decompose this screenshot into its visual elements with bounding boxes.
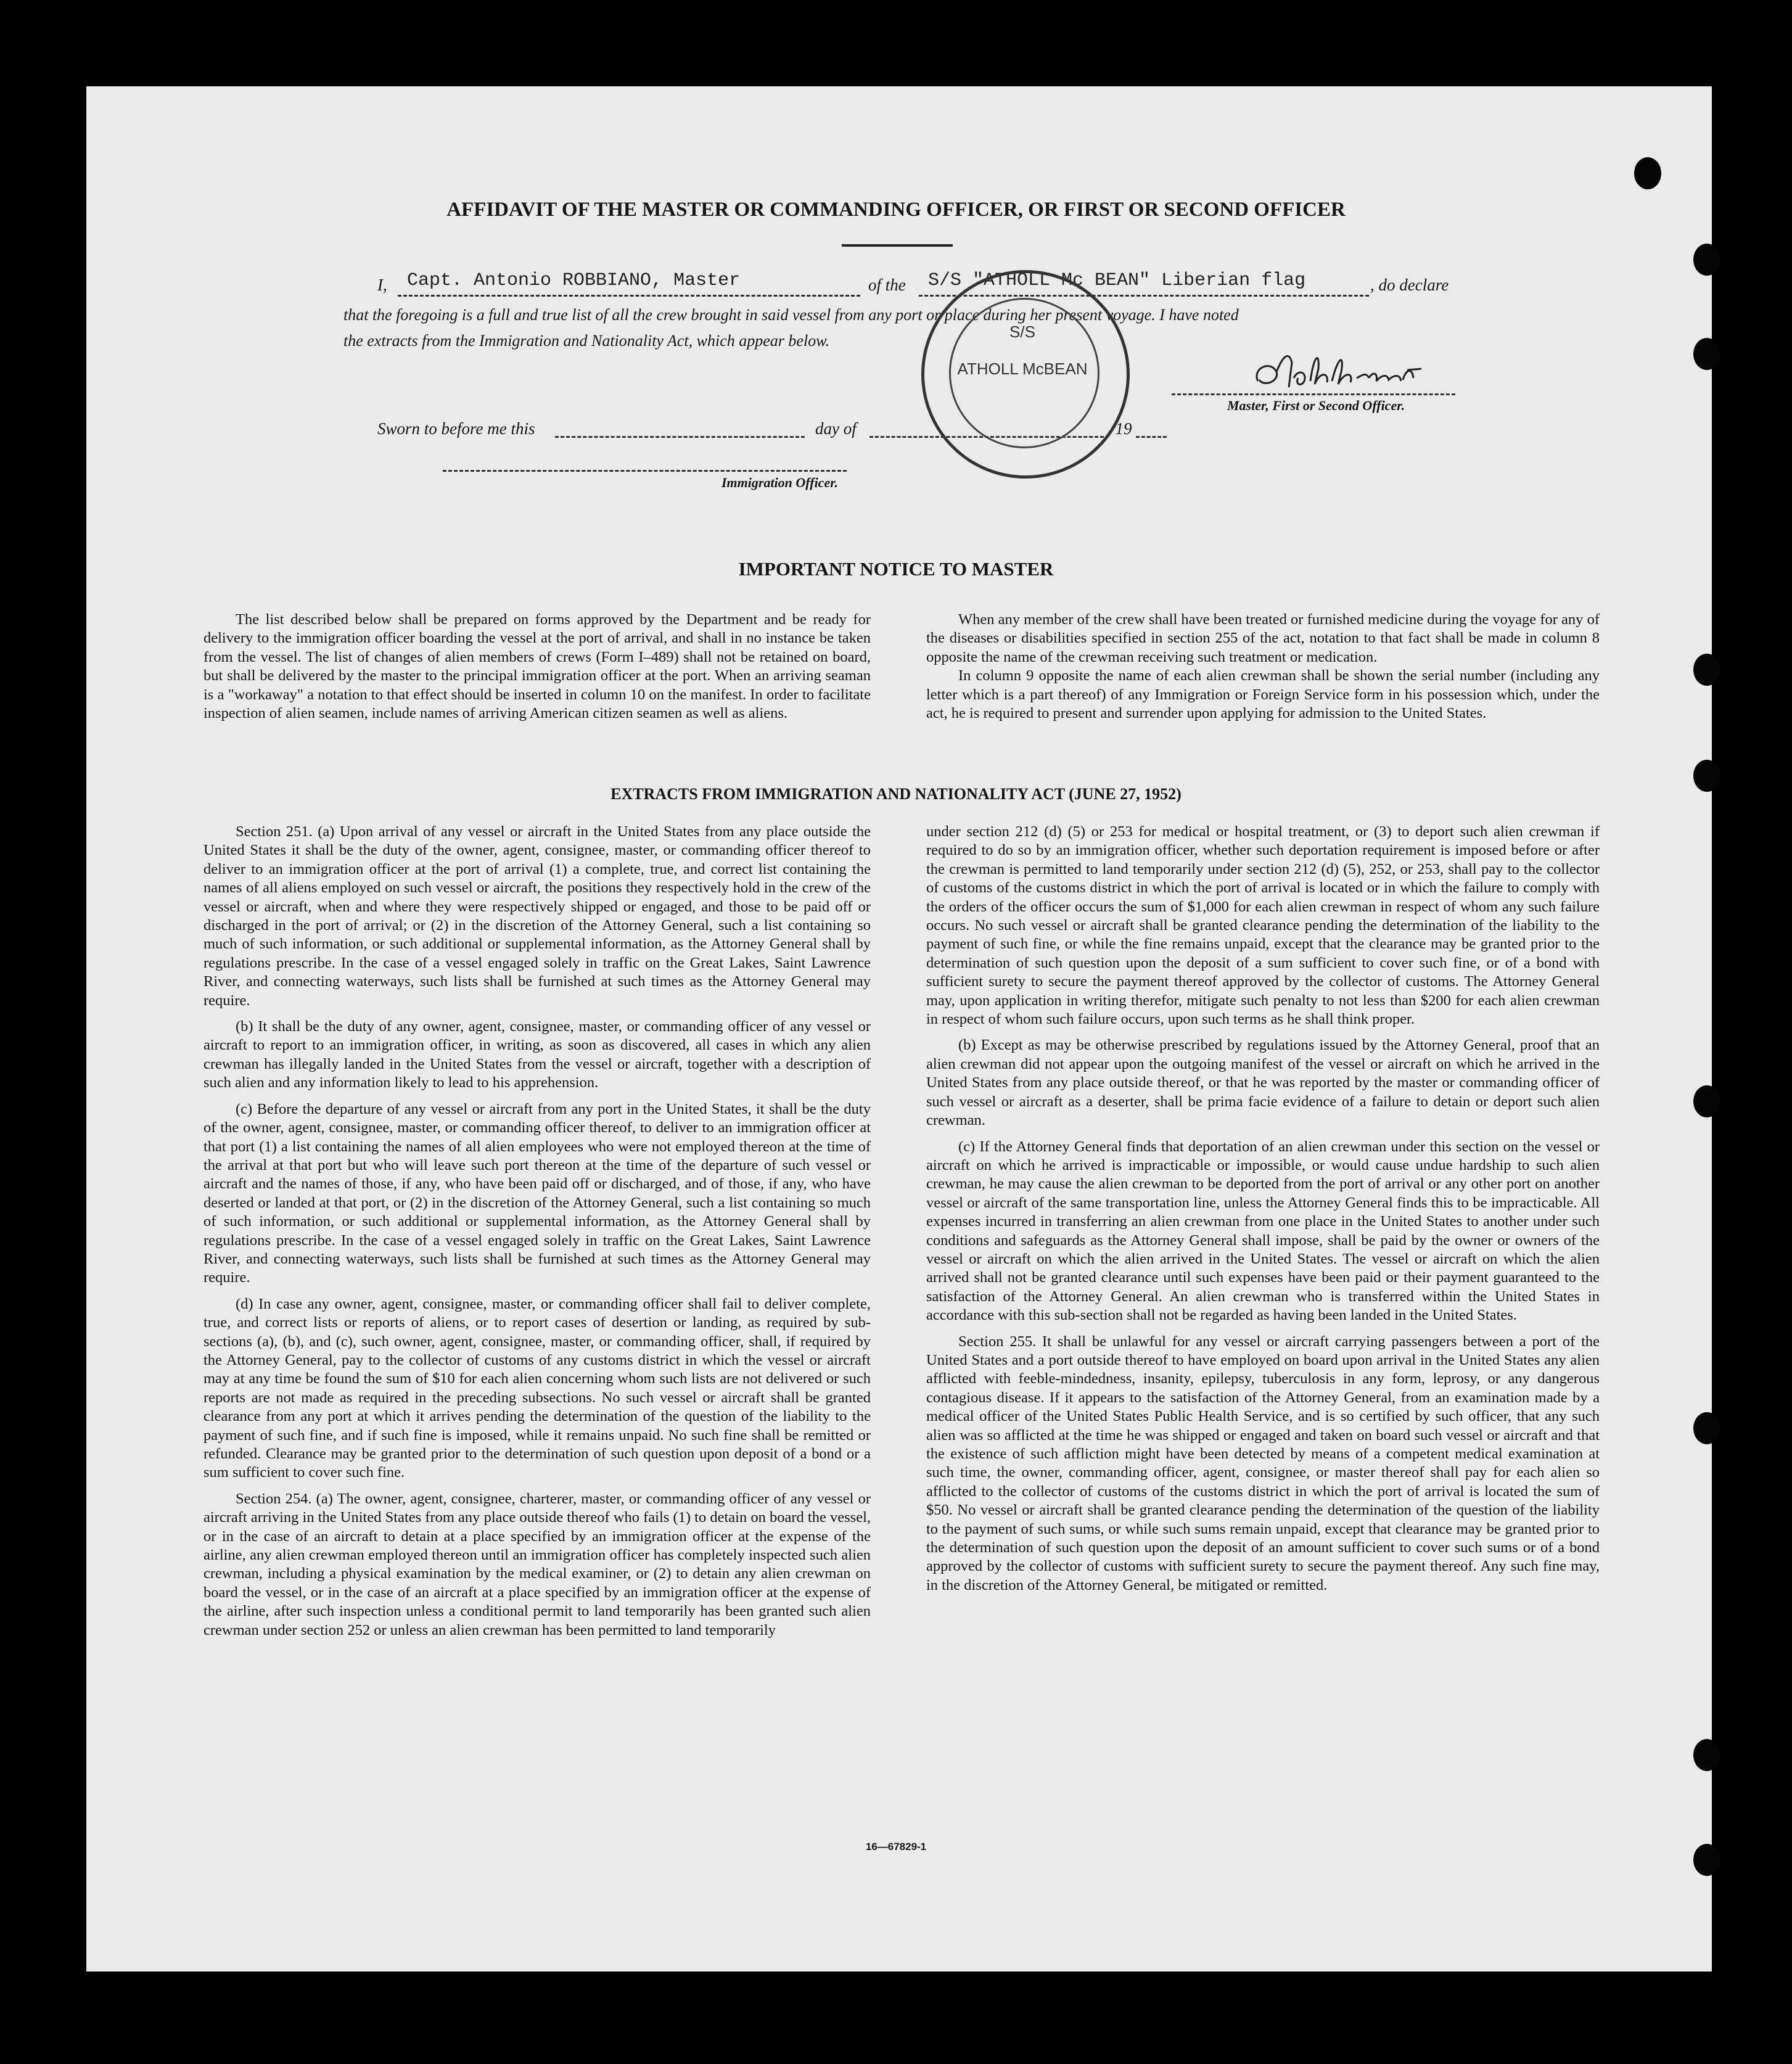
punch-hole (1693, 1085, 1720, 1117)
stamp-line-1: S/S (1009, 323, 1035, 341)
signature-line (1172, 393, 1455, 395)
section-255: Section 255. It shall be unlawful for any vessel or aircraft carrying passengers between a port of the United States and a port outside thereof to have employed on board upon arrival in the United States any alien afflicted with feeble-mindedness, insanity, epilepsy, tuberculosis in any form, leprosy, or any dangerous contagious disease. If it appears to the satisfaction of the Attorney General, from an examination made by a medical officer of the United States Public Health Service, and is so certified by such officer, that any such alien was so afflicted at the time he was shipped or engaged and taken on board such vessel or aircraft and that the existence of such affliction might have been detected by means of a competent medical examination at such time, the owner, commanding officer, agent, consignee, or master thereof shall pay for each alien so afflicted to the collector of customs of the customs district in which the port of arrival is located the sum of $50. No vessel or aircraft shall be granted clearance pending the determination of the question of the liability to the payment of such sums, or while such sums remain unpaid, except that clearance may be granted prior to the determination of such question upon the deposit of an amount sufficient to cover such sums or of a bond approved by the collector of customs with sufficient surety to secure the payment thereof. Any such fine may, in the discretion of the Attorney General, be mitigated or remitted. (926, 1333, 1600, 1593)
immigration-officer-line (443, 470, 847, 472)
vessel-name-field: S/S "ATHOLL Mc BEAN" Liberian flag (928, 270, 1306, 291)
signature-caption: Master, First or Second Officer. (1227, 398, 1405, 413)
extracts-right-column (926, 823, 1600, 1595)
section-254-a: Section 254. (a) The owner, agent, consignee, charterer, master, or commanding officer of any vessel or aircraft arriving in the United States from any place outside thereof who fails (1) to detain on board the vessel, or in the case of an aircraft to detain at a place specified by an immigration officer at the expense of the airline, any alien crewman employed thereon until an immigration officer has completely inspected such alien crewman, including a physical examination by the medical examiner, or (2) to detain any alien crewman on board the vessel, or in the case of an aircraft at a place specified by an immigration officer at the expense of the airline, after such inspection unless a conditional permit to land temporarily has been granted such alien crewman under section 252 or unless an alien crewman has been permitted to land temporarily (203, 1490, 871, 1638)
punch-hole (1693, 244, 1720, 276)
title-rule (842, 244, 953, 247)
punch-hole (1693, 1412, 1720, 1444)
of-the-label: of the (868, 276, 906, 294)
notice-right-paragraph-2: In column 9 opposite the name of each alien crewman shall be shown the serial number (including any letter which is a part thereof) of any Immigration or Foreign Service form in his possession which, under the act, he is required to present and surrender upon applying for admission to the United States. (926, 667, 1600, 722)
notice-title: IMPORTANT NOTICE TO MASTER (738, 558, 1054, 580)
stamp-line-2: ATHOLL McBEAN (957, 360, 1088, 378)
affidavit-title: AFFIDAVIT OF THE MASTER OR COMMANDING OFFICER, OR FIRST OR SECOND OFFICER (446, 199, 1346, 221)
section-251-b: (b) It shall be the duty of any owner, agent, consignee, master, or commanding officer of any vessel or aircraft to report to an immigration officer, in writing, as soon as discovered, all cases in which any alien crewman has illegally landed in the United States from the vessel or aircraft, together with a description of such alien and any information likely to lead to his apprehension. (203, 1018, 871, 1092)
section-251-c: (c) Before the departure of any vessel or aircraft from any port in the United States, it shall be the duty of the owner, agent, consignee, master, or commanding officer thereof, to deliver to an immigration officer at that port (1) a list containing the names of all alien employees who were not employed thereon at the time of the arrival at that port but who will leave such port thereon at the time of the departure of such vessel or aircraft and the names of those, if any, who have been paid off or discharged, and of those, if any, who have deserted or landed at that port, or (2) in the discretion of the Attorney General, such a list containing so much of such information, or such additional or supplemental information, as the Attorney General shall by regulations prescribe. In the case of a vessel engaged solely in traffic on the Great Lakes, Saint Lawrence River, and connecting waterways, such lists shall be furnished at such times as the Attorney General may require. (203, 1100, 871, 1286)
year-line (1136, 436, 1167, 438)
punch-hole (1693, 1739, 1720, 1771)
sworn-date-line (555, 436, 805, 438)
section-254-c: (c) If the Attorney General finds that deportation of an alien crewman under this section on the vessel or aircraft on which he arrived is impracticable or impossible, or would cause undue hardship to such alien crewman, he may cause the alien crewman to be deported from the port of arrival or any other port on another vessel or aircraft of the same transportation line, unless the Attorney General finds this to be impracticable. All expenses incurred in transferring an alien crewman from one place in the United States to another under such conditions and safeguards as the Attorney General shall impose, shall be paid by the owner or owners of the vessel or aircraft on which the alien arrived in the United States. The vessel or aircraft on which the alien arrived shall not be granted clearance until such expenses have been paid or their payment guaranteed to the satisfaction of the Attorney General. An alien crewman who is transferred within the United States in accordance with this sub-section shall not be regarded as having been landed in the United States. (926, 1138, 1600, 1324)
master-name-field: Capt. Antonio ROBBIANO, Master (407, 270, 741, 291)
notice-right-column (926, 611, 1600, 723)
declaration-line-3: the extracts from the Immigration and Nationality Act, which appear below. (343, 332, 830, 350)
extracts-left-column (203, 823, 871, 1640)
master-name-line (398, 295, 860, 297)
notice-right-paragraph-1: When any member of the crew shall have been treated or furnished medicine during the voyage for any of the diseases or disabilities specified in section 255 of the act, notation to that fact shall be made in column 8 opposite the name of the crewman receiving such treatment or medication. (926, 611, 1600, 665)
notice-left-column (203, 611, 871, 723)
i-label: I, (377, 276, 387, 294)
notice-left-paragraph: The list described below shall be prepared on forms approved by the Department and be ready for delivery to the immigration officer boarding the vessel at the port of arrival, and shall in no instance be taken from the vessel. The list of changes of alien members of crews (Form I–489) shall not be retained on board, but shall be delivered by the master to the principal immigration officer at the port. When an arriving seaman is a "workaway" a notation to that effect should be inserted in column 10 on the manifest. In order to facilitate inspection of alien seamen, include names of arriving American citizen seamen as well as aliens. (203, 611, 871, 722)
section-251-d: (d) In case any owner, agent, consignee, master, or commanding officer shall fail to deliver complete, true, and correct lists or reports of aliens, or to report cases of desertion or landing, as required by sub-sections (a), (b), and (c), such owner, agent, consignee, master, or commanding officer, shall, if required by the Attorney General, pay to the collector of customs of any customs district in which the vessel or aircraft may at any time be found the sum of $10 for each alien concerning whom such lists are not delivered or such reports are not made as required in the preceding subsections. No such vessel or aircraft shall be granted clearance from any port at which it arrives pending the determination of the question of the liability to the payment of such fine, and if such fine is imposed, while it remains unpaid. No such fine shall be remitted or refunded. Clearance may be granted prior to the determination of such question upon deposit of a bond or a sum sufficient to cover such fine. (203, 1295, 871, 1481)
punch-hole (1693, 654, 1720, 686)
punch-hole (1693, 338, 1720, 370)
section-254-a-continued: under section 212 (d) (5) or 253 for medical or hospital treatment, or (3) to deport such alien crewman if required to do so by an immigration officer, whether such deportation requirement is imposed before or after the crewman is permitted to land temporarily under section 212 (d) (5), 252, or 253, shall pay to the collector of customs of the customs district in which the port of arrival is located or in which the failure to comply with the orders of the officer occurs the sum of $1,000 for each alien crewman in respect of whom any such failure occurs. No such vessel or aircraft shall be granted clearance pending the determination of the liability to the payment of such fine, or while the fine remains unpaid, except that the clearance may be granted prior to the determination of such question upon the deposit of a sum sufficient to cover such fine, or of a bond with sufficient surety to secure the payment thereof approved by the collector of customs. The Attorney General may, upon application in writing therefor, mitigate such penalty to not less than $200 for each alien crewman in respect of whom such failure occurs, upon such terms as he shall think proper. (926, 823, 1600, 1028)
form-number: 16—67829-1 (865, 1841, 927, 1852)
declaration-line-2: that the foregoing is a full and true list of all the crew brought in said vessel from any port or place during her present voyage. I have noted (343, 306, 1239, 324)
corporate-stamp (921, 270, 1130, 479)
immigration-officer-caption: Immigration Officer. (721, 475, 839, 490)
year-label: , 19 (1107, 419, 1132, 438)
punch-hole (1634, 157, 1661, 189)
extracts-title: EXTRACTS FROM IMMIGRATION AND NATIONALITY ACT (JUNE 27, 1952) (610, 785, 1182, 803)
section-254-b: (b) Except as may be otherwise prescribed by regulations issued by the Attorney General, proof that an alien crewman did not appear upon the outgoing manifest of the vessel or aircraft on which he arrived in the United States from any place outside thereof, or that he was reported by the master or commanding officer of such vessel or aircraft as a deserter, shall be prima facie evidence of a failure to detain or deport such alien crewman. (926, 1037, 1600, 1129)
master-signature (1246, 344, 1431, 400)
do-declare-label: , do declare (1370, 276, 1449, 294)
section-251-a: Section 251. (a) Upon arrival of any vessel or aircraft in the United States from any place outside the United States it shall be the duty of the owner, agent, consignee, master, or commanding officer thereof to deliver to an immigration officer at the port of arrival (1) a complete, true, and correct list containing the names of all aliens employed on such vessel or aircraft, the positions they respectively hold in the crew of the vessel or aircraft, when and where they were respectively shipped or engaged, and those to be paid off or discharged in the port of arrival; or (2) in the discretion of the Attorney General, such a list containing so much of such information, or such additional or supplemental information, as the Attorney General shall by regulations prescribe. In the case of a vessel engaged solely in traffic on the Great Lakes, Saint Lawrence River, and connecting waterways, such lists shall be furnished at such times as the Attorney General may require. (203, 823, 871, 1009)
day-of-label: day of (815, 419, 857, 438)
sworn-label: Sworn to before me this (377, 419, 535, 438)
